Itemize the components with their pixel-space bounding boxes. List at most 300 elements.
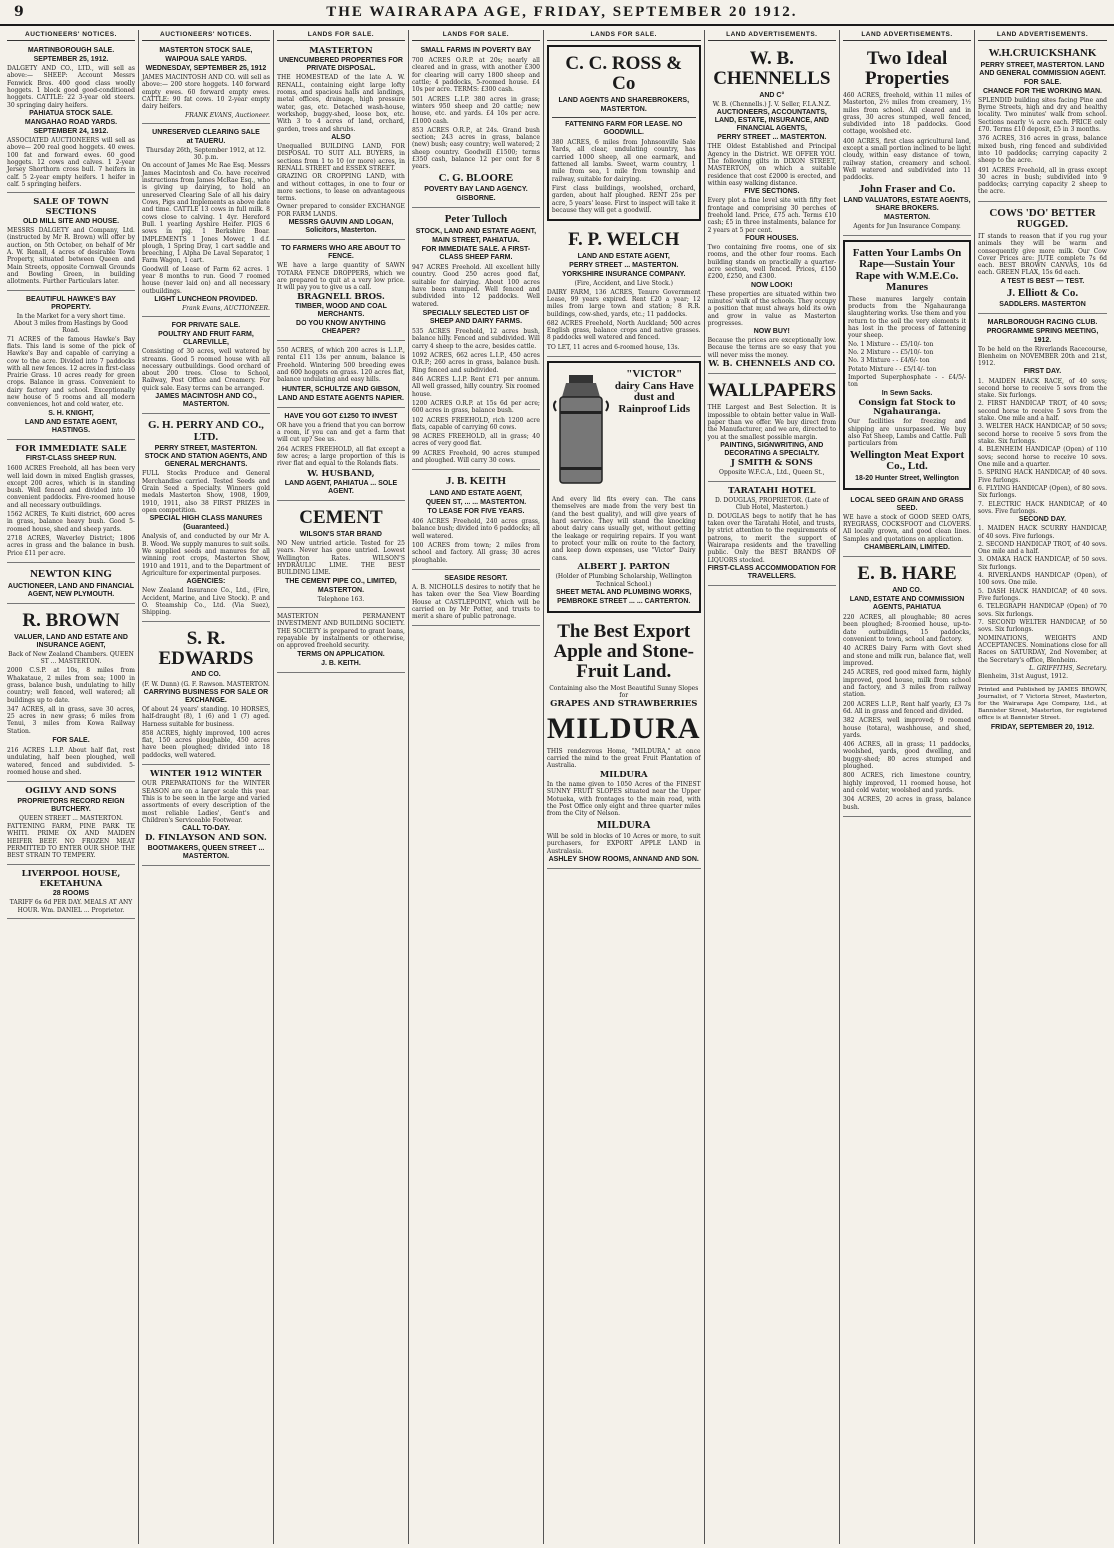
ad-poverty-bay-farms: [412, 44, 540, 208]
ad-address: GISBORNE.: [456, 195, 496, 203]
ad-title: MASTERTON: [309, 46, 373, 56]
column-heading: AUCTIONEERS' NOTICES.: [7, 30, 135, 41]
ad-lot: 406 ACRES Freehold, 240 acres grass, balance bush; divided into 6 paddocks; all well watered.: [411, 518, 540, 540]
ad-winter-footwear: [142, 767, 270, 866]
ad-lot: 853 ACRES O.R.P., at 24s. Grand bush section; 243 acres in grass, balance (new) bush; easy country; well watered; 2 sheep country. Goodwill £1500; terms £350 cash, balance 12 per cent for 8 years.: [411, 126, 540, 171]
ad-lot: 99 ACRES Freehold, 90 acres stumped and ploughed. Will carry 30 cows.: [411, 449, 540, 465]
ad-lot: 200 ACRES L.I.P., Rent half yearly, £3 7s 6d. All in grass and fenced and divided.: [843, 700, 972, 715]
ad-body: JAMES MACINTOSH AND CO. will sell as above:— 200 store hoggets. 140 forward empty ewes. 60 forward empty ewes. CATTLE: 90 fat cows. 10 2-year empty dairy heifers.: [141, 74, 270, 111]
ad-fp-welch: [547, 225, 701, 357]
ad-jb-keith: [412, 472, 540, 570]
ad-lot: 535 ACRES Freehold, 12 acres bush, balance hilly. Fenced and subdivided. Will carry 4 sheep to the acre, besides cattle.: [411, 328, 540, 350]
ad-lot: 98 ACRES FREEHOLD, all in grass; 40 acres of very good flat.: [411, 433, 540, 448]
ad-title: The Best Export Apple and Stone-Fruit Land.: [553, 620, 694, 682]
ad-seaside-resort: [412, 572, 540, 626]
ad-title: THE CEMENT PIPE CO., LIMITED,: [285, 577, 397, 585]
ad-lot: 406 ACRES, all in grass; 11 paddocks, woolshed, yards, good dwelling, and buggy-shed; 80 acres stumped and ploughed.: [843, 741, 972, 771]
column-heading: LAND ADVERTISEMENTS.: [978, 30, 1107, 41]
ad-signature: S. H. KNIGHT,: [48, 409, 94, 417]
ad-subtitle: GRAPES AND STRAWBERRIES: [550, 699, 698, 710]
ad-title: CEMENT: [299, 507, 383, 529]
ad-rooms: 28 ROOMS: [52, 890, 90, 898]
ad-lot: 800 ACRES, rich limestone country, highly improved, 11 roomed house, hot and cold water, woolshed and yards.: [843, 772, 972, 795]
race-entry: 7. SECOND WELTER HANDICAP, of 50 sovs. Six furlongs.: [978, 618, 1107, 634]
ad-subtitle: CHANCE FOR THE WORKING MAN.: [983, 87, 1102, 95]
ad-title: SPECIALLY SELECTED LIST OF SHEEP AND DAIRY FARMS.: [422, 309, 530, 326]
ad-title: MILDURA: [596, 818, 651, 831]
ad-date: Thursday 26th, September 1912, at 12. 30. p.m.: [145, 146, 266, 162]
ad-eb-hare: [843, 559, 971, 817]
ad-edwards: [142, 624, 270, 766]
ad-body: New Zealand Insurance Co., Ltd., (Fire, Accident, Marine, and Live Stock). P. and O. Steamship Co., Ltd. (Via Suez), Shipping.: [141, 587, 270, 617]
ad-body: A. B. NICHOLLS desires to notify that he has taken over the Sea View Boarding House at CASTLEPOINT, which will be carried on by Mr Potter, and trusts to merit a share of public patronage.: [411, 584, 540, 621]
ad-title: AGENCIES:: [186, 578, 226, 586]
ad-body: MASTERTON PERMANENT INVESTMENT AND BUILDING SOCIETY. THE SOCIETY is prepared to grant loans, repayable by instalments or otherwise, on approved freehold security.: [276, 613, 405, 650]
ad-building-society: [277, 610, 405, 673]
ad-note: In Sewn Sacks.: [881, 389, 933, 397]
ad-body: Our facilities for freezing and shipping are unsurpassed. We buy also Fat Sheep, Lambs and Cattle. Full particulars from: [848, 418, 967, 448]
ad-taratahi-hotel: [708, 484, 836, 586]
ad-title: FIVE SECTIONS.: [744, 188, 800, 196]
ad-invest: [277, 410, 405, 501]
ad-title: SMALL FARMS IN POVERTY BAY: [420, 47, 532, 54]
dateline: FRIDAY, SEPTEMBER 20, 1912.: [990, 723, 1095, 731]
ad-title: F. P. WELCH: [568, 229, 680, 251]
ad-r-brown: [7, 606, 135, 783]
ad-lot: 501 ACRES L.I.P. 380 acres in grass; winters 950 sheep and 20 cattle; new house, etc. and yards. £4 10s per acre. £1000 cash.: [411, 95, 540, 125]
ad-title: CARRYING BUSINESS FOR SALE OR EXCHANGE.: [143, 688, 269, 704]
ad-body: SPLENDID building sites facing Pine and Byrne Streets, high and dry and healthy locality. Two minutes' walk from school. Sections nearly ¼ acre each. PRICE only £70. Terms £10 deposit, £5 in 3 months.: [978, 96, 1107, 133]
ad-also: ALSO: [331, 133, 351, 141]
ad-subtitle: at TAUERU.: [186, 137, 226, 145]
ad-title: OGILVY AND SONS: [25, 786, 117, 797]
ad-date: SEPTEMBER 24, 1912.: [33, 128, 109, 136]
ad-title: TO LEASE FOR FIVE YEARS.: [427, 508, 525, 516]
ad-address: MAIN STREET, PAHIATUA.: [432, 236, 520, 244]
ad-subtitle: UNENCUMBERED PROPERTIES FOR PRIVATE DISPOSAL.: [278, 57, 403, 73]
ad-marlborough-racing-club: [978, 316, 1107, 685]
ad-victor-dairy-cans: [547, 361, 701, 613]
ad-perry-and-co: [142, 416, 270, 621]
race-entry: 6. TELEGRAPH HANDICAP (Open) of 70 sovs. Six furlongs.: [978, 603, 1107, 618]
ad-title: Peter Tulloch: [444, 213, 508, 226]
column-1: [4, 30, 139, 1544]
ad-lot: 40 ACRES Dairy Farm with Govt shed and stone and milk run, balance flat, well improved.: [843, 645, 972, 668]
ad-title: W. B. CHENNELLS: [713, 48, 831, 89]
race-entry: 4. RIVERLANDS HANDICAP (Open), of 100 sovs. One mile.: [978, 572, 1107, 587]
ad-subtitle: (Guaranteed.): [183, 524, 229, 532]
ad-body: THE Largest and Best Selection. It is impossible to obtain better value in Wall-paper than we offer. We buy direct from the Manufacturer, and we are, directed to you at the smallest possible margin.: [707, 404, 837, 441]
ad-signature: W. B. CHENNELS AND CO.: [708, 359, 836, 370]
ad-cement: [277, 503, 405, 608]
ad-body: In the Market for a very short time. About 3 miles from Hastings by Good Road.: [14, 312, 128, 335]
ad-subtitle: PROPRIETORS RECORD REIGN BUTCHERY.: [17, 797, 125, 813]
ad-signature: JAMES MACINTOSH AND CO., MASTERTON.: [155, 393, 257, 409]
column-grid: [4, 30, 1110, 1544]
ad-title: G. H. PERRY AND CO., LTD.: [147, 419, 264, 443]
column-heading: LAND ADVERTISEMENTS.: [708, 30, 836, 41]
ad-subtitle: AUCTIONEER, LAND AND FINANCIAL AGENT, NEW PLYMOUTH.: [7, 582, 135, 598]
ad-subtitle: PERRY STREET, MASTERTON. STOCK AND STATION AGENTS, AND GENERAL MERCHANTS.: [144, 445, 268, 469]
ad-title: MARTINBOROUGH SALE.: [27, 47, 115, 54]
ad-title: C. G. BLOORE: [438, 171, 514, 184]
masthead: [0, 0, 1114, 26]
ad-lot: 2718 ACRES, Waverley District; 1806 acres in grass and the balance in bush. Price £11 per acre.: [7, 535, 135, 557]
ad-subtitle: PERRY STREET, MASTERTON. LAND AND GENERAL COMMISSION AGENT.: [979, 61, 1106, 77]
ad-title: HAVE YOU GOT £1250 TO INVEST: [284, 412, 398, 420]
ad-note: FIRST-CLASS ACCOMMODATION FOR TRAVELLERS.: [707, 564, 836, 580]
ad-subtitle: LAND VALUATORS, ESTATE AGENTS, SHARE BROKERS.: [843, 197, 971, 213]
ad-title: SPECIAL HIGH CLASS MANURES: [149, 515, 263, 523]
ad-subtitle: AND C°: [759, 91, 785, 99]
ad-address: PEMBROKE STREET ... ... CARTERTON.: [557, 597, 691, 605]
ad-subtitle: PROGRAMME SPRING MEETING, 1912.: [986, 328, 1099, 344]
ad-body: TARIFF 6s 6d PER DAY. MEALS AT ANY HOUR. Wm. DANIEL ... Proprietor.: [9, 899, 133, 914]
dairy-can-illustration: [552, 371, 610, 491]
ad-lot: 1562 ACRES, Te Kuiti district, 600 acres in grass, balance heavy bush. Good 5-roomed house, shed and sheep yards.: [7, 511, 135, 533]
ad-body: Two containing five rooms, one of six rooms, and the other four rooms. Each building stands on practically a quarter-acre section, well fenced. Prices, £150 £200, £250, and £300.: [707, 243, 837, 281]
ad-address: MASTERTON.: [883, 214, 931, 222]
ad-names: W. B. (Chennells.) J. V. Seller, F.I.A.N.Z.: [712, 100, 831, 108]
ad-title: Fatten Your Lambs On Rape—Sustain Your Rape with W.M.E.Co. Manures: [852, 246, 962, 294]
ad-masterton-properties: [277, 44, 405, 240]
ad-title: Two Ideal Properties: [864, 48, 950, 89]
ad-lot: 400 ACRES, first class agricultural land, except a small portion inclined to be light cloudy, within easy distance of town, railway station, creamery and school. Well watered and subdivided into 11 paddocks.: [843, 137, 972, 182]
masthead-title: THE WAIRARAPA AGE, FRIDAY, SEPTEMBER 20 1912.: [326, 3, 798, 20]
ad-signature-role: LAND AND ESTATE AGENT, HASTINGS.: [24, 418, 118, 434]
ad-lot: TO LET, 11 acres and 6-roomed house, 13s.: [546, 343, 680, 351]
ad-lot: 846 ACRES L.I.P. Rent £71 per annum. All well grassed, hilly country. Six roomed house.: [411, 375, 540, 398]
ad-body: OUR PREPARATIONS for the WINTER SEASON are on a larger scale this year. This is to be seen in the large and varied assortments of every description of the most reliable Ladies', Gent's and Children's Serviceable Footwear.: [141, 780, 270, 824]
column-2: [139, 30, 274, 1544]
price-row: Potato Mixture - - £5/14/- ton: [848, 365, 937, 373]
ad-poultry-farm: [142, 319, 270, 414]
ad-subtitle: PAINTING, SIGNWRITING, AND DECORATING A SPECIALTY.: [720, 441, 824, 457]
ad-title: COWS 'DO' BETTER RUGGED.: [989, 206, 1096, 231]
ad-subtitle: FIRST-CLASS SHEEP RUN.: [25, 455, 117, 463]
price-row: Imported Superphosphate - - £4/5/- ton: [848, 373, 967, 389]
ad-body: IT stands to reason that if you rug your animals they will be warm and consequently give more milk. Our Cow Cover Prices are: JUTE complete 7s 6d each. BEST BROWN CANVAS, 10s 6d each. GREEN FLAX, 15s 6d each.: [978, 232, 1107, 277]
ad-signature: CHAMBERLAIN, LIMITED.: [864, 544, 950, 552]
ad-signature: Frank Evans, AUCTIONEER.: [182, 305, 270, 313]
ad-body: Analysis of, and conducted by our Mr A. B. Wood. We supply manures to suit soils. We supplied seeds and manures for all winning root crops, Masterton Show, 1910 and 1911, and to the Department of Agriculture for experimental purposes.: [141, 533, 270, 577]
ad-title: C. C. ROSS & Co: [565, 53, 683, 94]
ad-mildura: [547, 617, 701, 869]
ad-body: These manures largely contain products from the Ngahauranga slaughtering works. Use them and you return to the soil the very elements it has lost in the process of fattening your sheep.: [848, 295, 967, 340]
ad-title: LOCAL SEED GRAIN AND GRASS SEED.: [850, 496, 964, 512]
column-3: [274, 30, 409, 1544]
ad-lot: 71 ACRES of the famous Hawke's Bay flats. This land is some of the pick of Hawke's Bay and capable of carrying a cow to the acre. Divided into 7 paddocks with all new fences. 12 acres in first-class Prairie Grass. 10 acres ready for green crops. Balance in grass. Convenient to dairy factory and school. Exceptionally new house of 5 rooms and all modern conveniences, hot and cold water, etc.: [7, 335, 135, 409]
ad-subtitle: EKETAHUNA: [39, 879, 103, 890]
ad-subtitle: LAND AND ESTATE AGENT,: [429, 489, 522, 497]
race-entry: 3. WELTER HACK HANDICAP, of 50 sovs; second horse to receive 5 sovs from the stake. Six furlongs.: [978, 423, 1107, 446]
ad-title: Consign fat Stock to Ngahauranga.: [858, 397, 956, 417]
ad-subtitle: BOOTMAKERS, QUEEN STREET ... MASTERTON.: [147, 844, 265, 860]
race-entry: 7. ELECTRIC HACK HANDICAP, of 40 sovs. Five furlongs.: [978, 500, 1107, 515]
ad-title: MASTERTON STOCK SALE,: [159, 47, 253, 54]
ad-lot: 491 ACRES Freehold, all in grass except 30 acres in bush; subdivided into 9 paddocks; carrying capacity 2 sheep to the acre.: [978, 166, 1107, 196]
ad-newton-king: [7, 565, 135, 604]
race-day-heading: SECOND DAY.: [1018, 516, 1067, 524]
ad-title: MANGAHAO ROAD YARDS.: [24, 119, 118, 127]
ad-subtitle: AND CO.: [191, 671, 221, 679]
ad-title: D. FINLAYSON AND SON.: [145, 833, 267, 844]
ad-lot: 1200 ACRES O.R.P. at 15s 6d per acre; 600 acres in grass, balance bush.: [411, 399, 540, 415]
ad-signature: Wellington Meat Export Co., Ltd.: [849, 448, 965, 473]
ad-title: BRAGNELL BROS.: [297, 291, 385, 302]
ad-title: S. R. EDWARDS: [158, 627, 254, 669]
race-entry: 6. FLYING HANDICAP (Open), of 80 sovs. Six furlongs.: [978, 484, 1107, 500]
ad-body: WE have a large quantity of SAWN TOTARA FENCE DROPPERS, which we are prepared to quit at a very low price. It will pay you to give us a call.: [276, 262, 405, 292]
ad-lot: 382 ACRES, well improved; 9 roomed house (totara), washhouse, and shed, yards.: [843, 717, 972, 739]
ad-title: FATTENING FARM FOR LEASE. NO GOODWILL.: [565, 120, 683, 137]
ad-lot: 220 ACRES, all ploughable; 80 acres been ploughed; 8-roomed house, up-to-date outbuildings, 15 paddocks, convenient to town, school and factory.: [843, 614, 972, 644]
ad-title: WALLPAPERS: [707, 380, 837, 402]
ad-subtitle: AUCTIONEERS, ACCOUNTANTS, LAND, ESTATE, INSURANCE, AND FINANCIAL AGENTS,: [714, 109, 829, 133]
page-number: 9: [14, 4, 24, 20]
ad-signature: J. B. KEITH.: [321, 659, 361, 667]
ad-title: "VICTOR" dairy Cans Have dust and Rainproof Lids: [614, 368, 694, 415]
ad-title: R. BROWN: [22, 609, 120, 631]
price-row: No. 1 Mixture - - £5/10/- ton: [848, 340, 934, 348]
ad-wallpapers: [708, 376, 836, 481]
column-4: [409, 30, 544, 1544]
ad-cow-covers: [978, 204, 1107, 315]
race-entry: 5. SPRING HACK HANDICAP, of 40 sovs. Five furlongs.: [978, 469, 1107, 484]
ad-address: MASTERTON.: [600, 105, 647, 113]
ad-immediate-sale: [7, 442, 135, 563]
ad-hawkes-bay: [7, 293, 135, 440]
ad-address: PERRY STREET ... MASTERTON.: [717, 134, 827, 142]
ad-subtitle: SHEET METAL AND PLUMBING WORKS,: [555, 588, 692, 596]
ad-signature-role: LAND AND ESTATE AGENTS NAPIER.: [277, 394, 404, 402]
ad-title: John Fraser and Co.: [858, 182, 956, 195]
ad-body: In the name given to 1050 Acres of the FINEST SUNNY FRUIT SLOPES situated near the Upper Motueka, with frontages to the main road, with the Post Office only eight and three quarter miles from the City of Nelson.: [546, 781, 701, 818]
ad-note: LIGHT LUNCHEON PROVIDED.: [154, 296, 258, 304]
ad-subtitle: OLD MILL SITE AND HOUSE.: [22, 217, 120, 225]
ad-title: SALE OF TOWN SECTIONS: [33, 197, 109, 217]
ad-lot: 380 ACRES, 6 miles from Johnsonville Sale Yards, all clear, undulating country, has carried 1000 sheep, all one earmark, and fattened all lambs. Sweet, warm country, 1 mile from sea, 1 mile from township and railway, suitable for dairying.: [551, 139, 696, 183]
race-entry: 2. SECOND HANDICAP TROT, of 40 sovs. One mile and a half.: [978, 540, 1107, 556]
ad-subtitle: SADDLERS. MASTERTON: [999, 301, 1086, 309]
ad-body: Consisting of 30 acres, well watered by streams. Good 5 roomed house with all necessary outbuildings. Good orchard of about 200 trees. Close to School, Railway, Post Office and Creamery. For quick sale. Easy terms can be arranged.: [141, 348, 270, 392]
ad-lot: 858 ACRES, highly improved, 100 acres flat, 150 acres ploughable, 450 acres have been ploughed; divided into 18 paddocks, well watered.: [141, 729, 270, 759]
ad-body: THIS rendezvous Home, "MILDURA," at once carried the mind to the great Fruit Plantation of Australia.: [546, 747, 701, 770]
ad-lot: 700 ACRES O.R.P. at 20s; nearly all cleared and in grass, with another £300 for clearing will carry 1800 sheep and cattle; 4 paddocks, 5-roomed house. £4 10s per acre. TERMS: £300 cash.: [411, 57, 540, 94]
ad-title: FOUR HOUSES.: [745, 234, 799, 242]
ad-title: FOR SALE.: [1023, 78, 1062, 86]
ad-subtitle: POULTRY AND FRUIT FARM, CLAREVILLE,: [158, 331, 254, 347]
ad-town-sections: [7, 195, 135, 290]
ad-body: Of about 24 years' standing. 10 HORSES, half-draught (8), 1 (6) and 1 (7) aged. Harness suitable for business.: [141, 705, 270, 728]
ad-tagline: A TEST IS BEST — TEST.: [1000, 277, 1085, 285]
ad-signature: (F. W. Dunn) (G. F. Rawson. MASTERTON.: [142, 680, 270, 688]
ad-subtitle: WAIPOUA SALE YARDS.: [165, 56, 247, 64]
ad-body: NOMINATIONS, WEIGHTS AND ACCEPTANCES. Nominations close for all Races on SATURDAY, 2nd November, at the Secretary's office, Blenheim.: [978, 634, 1107, 664]
ad-lot: 347 ACRES, all in grass, save 30 acres, 25 acres in new grass; 6 miles from Tenui, 3 miles from Kowa Railway Station.: [7, 705, 135, 735]
column-8: [975, 30, 1110, 1544]
imprint: [978, 687, 1107, 731]
race-entry: 5. DASH HACK HANDICAP, of 40 sovs. Five furlongs.: [978, 587, 1107, 603]
ad-subtitle: POVERTY BAY LAND AGENCY.: [424, 186, 528, 194]
ad-signature: J SMITH & SONS: [730, 458, 813, 469]
ad-headline: MILDURA: [546, 711, 701, 745]
ad-peter-tulloch: [412, 210, 540, 470]
ad-subtitle: YORKSHIRE INSURANCE COMPANY.: [561, 271, 686, 279]
ad-subtitle: LAND AGENT, PAHIATUA ... SOLE AGENT.: [284, 480, 398, 496]
ad-address: QUEEN ST, ... ... MASTERTON.: [425, 498, 527, 506]
race-entry: 2. FIRST HANDICAP TROT, of 40 sovs; second horse to receive 5 sovs from the stake. One mile and a half.: [978, 400, 1107, 423]
ad-lot: 216 ACRES L.I.P. About half flat, rest undulating, half been ploughed, well watered, fenced and subdivided. 5-roomed house and shed.: [7, 747, 135, 777]
ad-subtitle: Containing also the Most Beautiful Sunny Slopes for: [549, 684, 699, 700]
ad-subtitle: LAND AND ESTATE AGENT,: [577, 253, 670, 261]
ad-signature: ASHLEY SHOW ROOMS, ANNAND AND SON.: [548, 856, 699, 864]
ad-subtitle: STOCK, LAND AND ESTATE AGENT,: [415, 227, 537, 235]
ad-title: FOR SALE.: [52, 737, 90, 745]
ad-subtitle: LAND, ESTATE AND COMMISSION AGENTS, PAHIATUA: [849, 596, 965, 612]
column-heading: LANDS FOR SALE.: [277, 30, 405, 41]
column-heading: LANDS FOR SALE.: [412, 30, 540, 41]
ad-lot: 245 ACRES, red good mixed farm, highly improved, good house, milk from school and factory, and 3 miles from railway station.: [843, 669, 972, 699]
ad-title: NOW BUY!: [753, 328, 790, 336]
ad-body: GRAZING OR CROPPING LAND, with and without cottages, in one to four or more sections, to lease on advantageous terms.: [276, 173, 405, 203]
ad-title: J. B. KEITH: [445, 475, 506, 488]
column-heading: AUCTIONEERS' NOTICES.: [142, 30, 270, 41]
ad-note: (Fire, Accident, and Live Stock.): [574, 280, 673, 288]
ad-body: OR have you a friend that you can borrow a room, if you can and get a farm that will cut up? See us.: [276, 421, 405, 444]
price-row: No. 3 Mixture - - £4/6/- ton: [848, 357, 930, 365]
ad-hunter-schultze: [277, 343, 405, 408]
ad-date: WEDNESDAY, SEPTEMBER 25, 1912: [145, 65, 267, 73]
ad-body: Every plot a fine level site with fifty feet frontage and comprising 30 perches of freehold land. Price, £75 ach. Terms £10 cash; £5 in three instalments, balance for 2 years at 5 per cent.: [707, 197, 837, 234]
ad-title: PAHIATUA STOCK SALE.: [29, 109, 113, 117]
ad-subtitle: Agents for Jun Insurance Company.: [853, 223, 961, 231]
ad-martinborough-sale: [7, 44, 135, 193]
ad-telephone: Telephone 163.: [317, 595, 365, 603]
ad-subtitle: LAND AGENTS AND SHAREBROKERS,: [558, 96, 690, 104]
ad-fatten-your-lambs: [843, 240, 971, 490]
ad-title: FOR PRIVATE SALE.: [171, 322, 241, 330]
ad-body: NO New untried article. Tested for 25 years. Never has gone untried. Lowest Wellington Rates. WILSON'S HYDRAULIC LIME. THE BEST BUILDING LIME.: [276, 540, 405, 577]
ad-title: MILDURA: [599, 769, 648, 780]
ad-body: WE have a stock of GOOD SEED OATS, RYEGRASS, COCKSFOOT and CLOVERS. All locally grown, and good clean lines. Samples and quotations on application.: [843, 513, 972, 543]
ad-lot: 460 ACRES, freehold, within 11 miles of Masterton, 2½ miles from creamery, 1½ miles from school. All cleared and in grass, 30 acres stumped, well fenced, subdivided into 18 paddocks. Good cottage, woolshed etc.: [843, 91, 972, 136]
ad-address: QUEEN STREET ... MASTERTON.: [19, 814, 123, 822]
ad-signature: L. GRIFFITHS, Secretary.: [1029, 664, 1107, 672]
ad-body: These properties are situated within two minutes' walk of the schools. They occupy a position that must always hold its own and grow in value as Masterton progresses.: [707, 290, 837, 327]
ad-title: W.H.CRUICKSHANK: [988, 47, 1097, 59]
ad-subtitle: TIMBER, WOOD AND COAL MERCHANTS.: [294, 302, 387, 318]
ad-lot: 264 ACRES FREEHOLD, all flat except a few acres; a large proportion of this is river flat and equal to the Rolands flats.: [276, 445, 405, 468]
ad-clearing-sale: [142, 126, 270, 317]
ad-cc-ross: [547, 45, 701, 221]
ad-address: 18-20 Hunter Street, Wellington: [855, 474, 959, 482]
ad-body: First class buildings, woolshed, orchard, garden, about half ploughed. RENT 25s per acre, 5 years' lease. First to inspect will take it because they will get a goodwill.: [551, 184, 696, 214]
ad-body: Goodwill of Lease of Farm 62 acres. 1 year 8 months to run. Good 7 roomed house (never laid on) and all necessary outbuildings.: [141, 265, 270, 295]
ad-signature: FRANK EVANS, Auctioneer.: [185, 111, 270, 119]
ad-lot: 100 ACRES from town; 2 miles from school and factory. All grass; 30 acres ploughable.: [411, 542, 540, 564]
ad-lot: 376 ACRES, 316 acres in grass, balance mixed bush, ring fenced and subdivided into 10 paddocks; carrying capacity 2 sheep to the acre.: [978, 135, 1107, 165]
ad-lot: 304 ACRES, 20 acres in grass, balance bush.: [843, 796, 972, 811]
ad-totara-droppers: [277, 242, 405, 341]
ad-chennells: [708, 44, 836, 374]
ad-title: MARLBOROUGH RACING CLUB.: [987, 319, 1098, 327]
ad-body: Will be sold in blocks of 10 Acres or more, to suit purchasers, for EXPORT APPLE LAND in Australasia.: [546, 833, 701, 855]
ad-lot: 682 ACRES Freehold, North Auckland; 500 acres English grass, balance crops and native grasses. 8 paddocks well watered and fenced.: [546, 319, 701, 342]
ad-body: THE Oldest Established and Principal Agency in the District. WE OFFER YOU. The following gilts in DIXON STREET, MASTERTON, on which a suitable residence that cost £2000 is erected, and within easy walking distance.: [707, 143, 837, 187]
ad-lot: 947 ACRES Freehold. All excellent hilly country. Good 250 acres good flat, suitable for dairying. About 100 acres have been stumped. Well fenced and subdivided into 12 paddocks. Well watered.: [411, 264, 540, 308]
ad-title: TO FARMERS WHO ARE ABOUT TO FENCE.: [281, 245, 401, 261]
ad-body: ASSOCIATED AUCTIONEERS will sell as above— 200 real good hoggets. 40 ewes. 100 fat and forward ewes. 60 good hoggets. 12 cows and calves. 1 2-year Jersey Shorthorn cross bull. 7 heifers in calf. 5 2-year empty heifers. 1 heifer in calf. 5 springing heifers.: [7, 137, 135, 188]
race-entry: 1. MAIDEN HACK RACE, of 40 sovs; second horse to receive 5 sovs from the stake. Six furlongs.: [978, 377, 1107, 400]
race-entry: 3. OMAKA HACK HANDICAP, of 50 sovs. Six furlongs.: [978, 556, 1107, 571]
ad-liverpool-house: [7, 867, 135, 919]
race-entry: 1. MAIDEN HACK SCURRY HANDICAP, of 40 sovs. Five furlongs.: [978, 525, 1107, 540]
ad-body: Owner prepared to consider EXCHANGE FOR FARM LANDS.: [276, 203, 405, 218]
ad-signature: HUNTER, SCHULTZE AND GIBSON,: [281, 385, 401, 393]
ad-signature-date: Blenheim, 31st August, 1912.: [978, 672, 1069, 680]
ad-body: On account of James Mc Rae Esq. Messrs James Macintosh and Co. have received instructions from James McRae Esq., who is giving up dairying, to hold an unreserved Clearing Sale of all his dairy Cows, Pigs and Implements as above date and time. CATTLE 13 cows in full milk. 8 cows close to calving. 1 4yr. Hereford Bull. 1 yearling Ayshire Heifer. PIGS 6 sows in pig. 1 Berkshire Boar. IMPLEMENTS 1 Jones Mower, 1 d.f. plough, 1 Spring Dray, 1 cart saddle and breeching, 1 Alpha De Laval Separator, 1 Farm Wagon, 1 cart.: [141, 162, 270, 265]
ad-body: DAIRY FARM, 136 ACRES, Tenure Government Lease, 99 years expired. Rent £20 a year; 12 miles from large town and station; 8 R.R. buildings, cow-shed, yards, etc.; 11 paddocks.: [546, 288, 701, 318]
ad-body: D. DOUGLAS begs to notify that he has taken over the Taratahi Hotel, and trusts, by strict attention to the requirements of patrons, to merit the support of Wairarapa residents and the travelling public. Only the BEST BRANDS OF LIQUORS stocked.: [707, 512, 837, 564]
ad-title: FOR IMMEDIATE SALE. A FIRST-CLASS SHEEP FARM.: [421, 246, 531, 262]
ad-body: DALGETY AND CO., LTD., will sell as above:— SHEEP: Account Messrs Fenwick Bros. 400 good class woolly hoggets. 1 block good good-conditioned hoggets. CATTLE: 22 3-year old steers. 30 springing dairy heifers.: [7, 65, 135, 109]
ad-date: SEPTEMBER 25, 1912.: [33, 56, 109, 64]
ad-body: Because the prices are exceptionally low. Because the terms are so easy that you will never miss the money.: [707, 337, 837, 359]
ad-subtitle: WILSON'S STAR BRAND: [299, 531, 382, 539]
ad-body: THE HOMESTEAD of the late A. W. RENALL, containing eight large lofty rooms, and spacious halls and landings, metal offices, drainage, high pressure water, gas, etc. Detached wash-house, workshop, buggy-shed, loose box, etc. With 3 to 4 acres of land, orchard, garden, trees and shrubs.: [276, 74, 405, 133]
ad-signature: ALBERT J. PARTON: [577, 561, 670, 572]
ad-cruickshank: [978, 44, 1107, 202]
ad-two-ideal-properties: [843, 44, 971, 236]
ad-ogilvy-and-sons: [7, 784, 135, 864]
ad-subtitle: MASTERTON.: [317, 586, 365, 594]
ad-signature-note: (Holder of Plumbing Scholarship, Wellington Technical School.): [555, 573, 692, 588]
ad-address: Opposite W.F.C.A., Ltd., Queen St.,: [719, 469, 825, 477]
ad-body: FATTENING FARM, PINE PARK TE WHITI. PRIME OX AND MAIDEN HEIFER BEEF. NO FROZEN MEAT PERMITTED TO ENTER OUR SHOP. THE BEST STRAIN TO TEMPERY.: [7, 823, 135, 860]
column-heading: LANDS FOR SALE.: [547, 30, 701, 41]
ad-title: FOR IMMEDIATE SALE: [15, 443, 127, 454]
ad-subtitle: VALUER, LAND AND ESTATE AND INSURANCE AGENT,: [14, 633, 128, 649]
ad-title: UNRESERVED CLEARING SALE: [152, 128, 260, 136]
ad-lot: 1092 ACRES, 662 acres L.I.P., 450 acres O.R.P.; 260 acres in grass, balance bush. Ring fenced and subdivided.: [411, 352, 540, 374]
ad-masterton-stock-sale: [142, 44, 270, 124]
ad-body: To be held on the Riverlands Racecourse, Blenheim on NOVEMBER 20th and 21st, 1912.: [978, 345, 1107, 368]
ad-title: W. HUSBAND,: [307, 468, 375, 479]
ad-lot: 550 ACRES, of which 200 acres is L.I.P., rental £11 13s per annum, balance is Freehold. Wintering 500 breeding ewes and 600 hoggets on grass. 120 acres flat, balance undulating and easy hills.: [276, 347, 405, 384]
ad-title: TARATAHI HOTEL: [728, 485, 816, 496]
column-5: [544, 30, 705, 1544]
ad-title: SEASIDE RESORT.: [444, 574, 508, 582]
ad-tagline: DO YOU KNOW ANYTHING CHEAPER?: [296, 319, 386, 336]
ad-body: MESSRS DALGETY and Company, Ltd. (instructed by Mr R. Brown) will offer by auction, on 5th October, on behalf of Mr A. W. Renall, 4 acres of desirable Town Property, situated between Queen and Main Streets, opposite Cornwall Grounds and Bowling Green, in building allotments. Further Particulars later.: [7, 227, 135, 286]
ad-subtitle: CALL TO-DAY.: [182, 825, 230, 833]
ad-lot: 1600 ACRES Freehold, all has been very well laid down in mixed English grasses, except 200 acres, which is in standing bush. Well fenced and divided into 10 convenient paddocks. Five-roomed house and all necessary outbuildings.: [7, 465, 135, 509]
ad-subtitle: AND CO.: [892, 587, 922, 595]
ad-title: BEAUTIFUL HAWKE'S BAY PROPERTY.: [26, 295, 116, 311]
imprint-text: Printed and Published by JAMES BROWN, Journalist, of 7 Victoria Street, Masterton, for the Wairarapa Age Company, Ltd., at Bannister Street, Masterton, for registered office is at Bannister Street.: [978, 687, 1107, 721]
ad-address: Back of New Zealand Chambers. QUEEN ST ... MASTERTON.: [8, 650, 134, 665]
race-day-heading: FIRST DAY.: [1023, 368, 1062, 376]
ad-body: Unequalled BUILDING LAND, FOR DISPOSAL TO SUIT ALL BUYERS, in sections from 1 to 10 (or more) acres, in RENALL STREET and ESSEX STREET.: [276, 142, 405, 172]
ad-title: E. B. HARE: [857, 563, 957, 585]
column-heading: LAND ADVERTISEMENTS.: [843, 30, 971, 41]
column-6: [705, 30, 840, 1544]
ad-lot: 102 ACRES FREEHOLD, rich 1200 acre flats, capable of carrying 60 cows.: [411, 416, 540, 431]
ad-address: PERRY STREET ... MASTERTON.: [569, 262, 679, 270]
ad-title: WINTER 1912 WINTER: [150, 769, 262, 780]
ad-subtitle: D. DOUGLAS, PROPRIETOR. (Late of Club Hotel, Masterton.): [714, 497, 829, 512]
